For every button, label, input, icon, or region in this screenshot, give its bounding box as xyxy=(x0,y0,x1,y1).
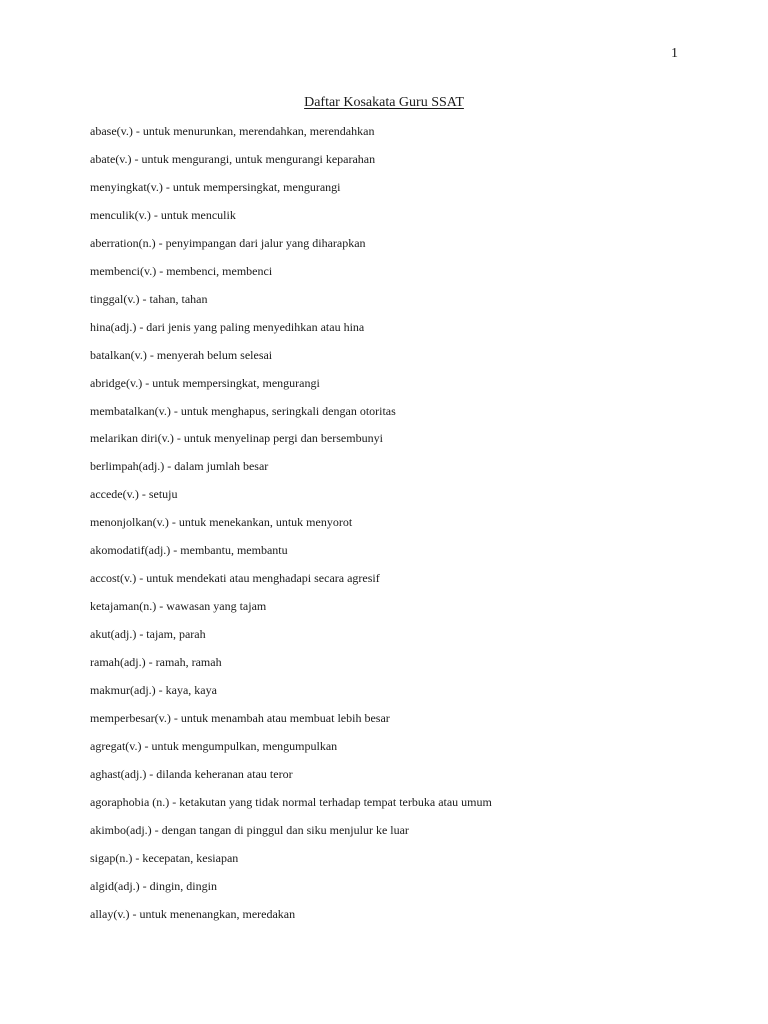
vocabulary-entry: abase(v.) - untuk menurunkan, merendahkan, merendahkan xyxy=(90,124,375,138)
vocabulary-entry: akimbo(adj.) - dengan tangan di pinggul dan siku menjulur ke luar xyxy=(90,822,409,837)
vocabulary-entry: hina(adj.) - dari jenis yang paling menyedihkan atau hina xyxy=(90,319,365,334)
vocabulary-entry: agregat(v.) - untuk mengumpulkan, mengumpulkan xyxy=(90,738,338,753)
vocabulary-entry: makmur(adj.) - kaya, kaya xyxy=(90,683,217,698)
vocabulary-entry: menculik(v.) - untuk menculik xyxy=(90,207,236,222)
vocabulary-entry: menonjolkan(v.) - untuk menekankan, untuk menyorot xyxy=(90,515,353,530)
vocabulary-entry: ramah(adj.) - ramah, ramah xyxy=(90,655,222,670)
vocabulary-list xyxy=(90,122,690,933)
vocabulary-entry: menyingkat(v.) - untuk mempersingkat, mengurangi xyxy=(90,179,341,194)
vocabulary-entry: algid(adj.) - dingin, dingin xyxy=(90,878,217,893)
vocabulary-entry: abate(v.) - untuk mengurangi, untuk mengurangi keparahan xyxy=(90,151,376,166)
vocabulary-entry: tinggal(v.) - tahan, tahan xyxy=(90,291,208,306)
vocabulary-entry: abridge(v.) - untuk mempersingkat, mengurangi xyxy=(90,375,320,390)
vocabulary-entry: aberration(n.) - penyimpangan dari jalur yang diharapkan xyxy=(90,235,366,250)
vocabulary-entry: batalkan(v.) - menyerah belum selesai xyxy=(90,347,273,362)
vocabulary-entry: sigap(n.) - kecepatan, kesiapan xyxy=(90,850,239,865)
vocabulary-entry: ketajaman(n.) - wawasan yang tajam xyxy=(90,599,267,614)
vocabulary-entry: akut(adj.) - tajam, parah xyxy=(90,627,206,642)
vocabulary-entry: memperbesar(v.) - untuk menambah atau membuat lebih besar xyxy=(90,711,390,726)
document-title: Daftar Kosakata Guru SSAT xyxy=(304,95,464,110)
vocabulary-entry: accede(v.) - setuju xyxy=(90,487,178,502)
vocabulary-entry: membenci(v.) - membenci, membenci xyxy=(90,263,273,278)
vocabulary-entry: membatalkan(v.) - untuk menghapus, seringkali dengan otoritas xyxy=(90,403,396,418)
vocabulary-entry: akomodatif(adj.) - membantu, membantu xyxy=(90,543,288,558)
vocabulary-entry: allay(v.) - untuk menenangkan, meredakan xyxy=(90,906,296,921)
vocabulary-entry: berlimpah(adj.) - dalam jumlah besar xyxy=(90,459,269,474)
page-number: 1 xyxy=(671,46,678,61)
vocabulary-entry: melarikan diri(v.) - untuk menyelinap pergi dan bersembunyi xyxy=(90,431,383,446)
vocabulary-entry: agoraphobia (n.) - ketakutan yang tidak normal terhadap tempat terbuka atau umum xyxy=(90,794,492,809)
vocabulary-entry: accost(v.) - untuk mendekati atau menghadapi secara agresif xyxy=(90,571,380,586)
vocabulary-entry: aghast(adj.) - dilanda keheranan atau teror xyxy=(90,766,293,781)
